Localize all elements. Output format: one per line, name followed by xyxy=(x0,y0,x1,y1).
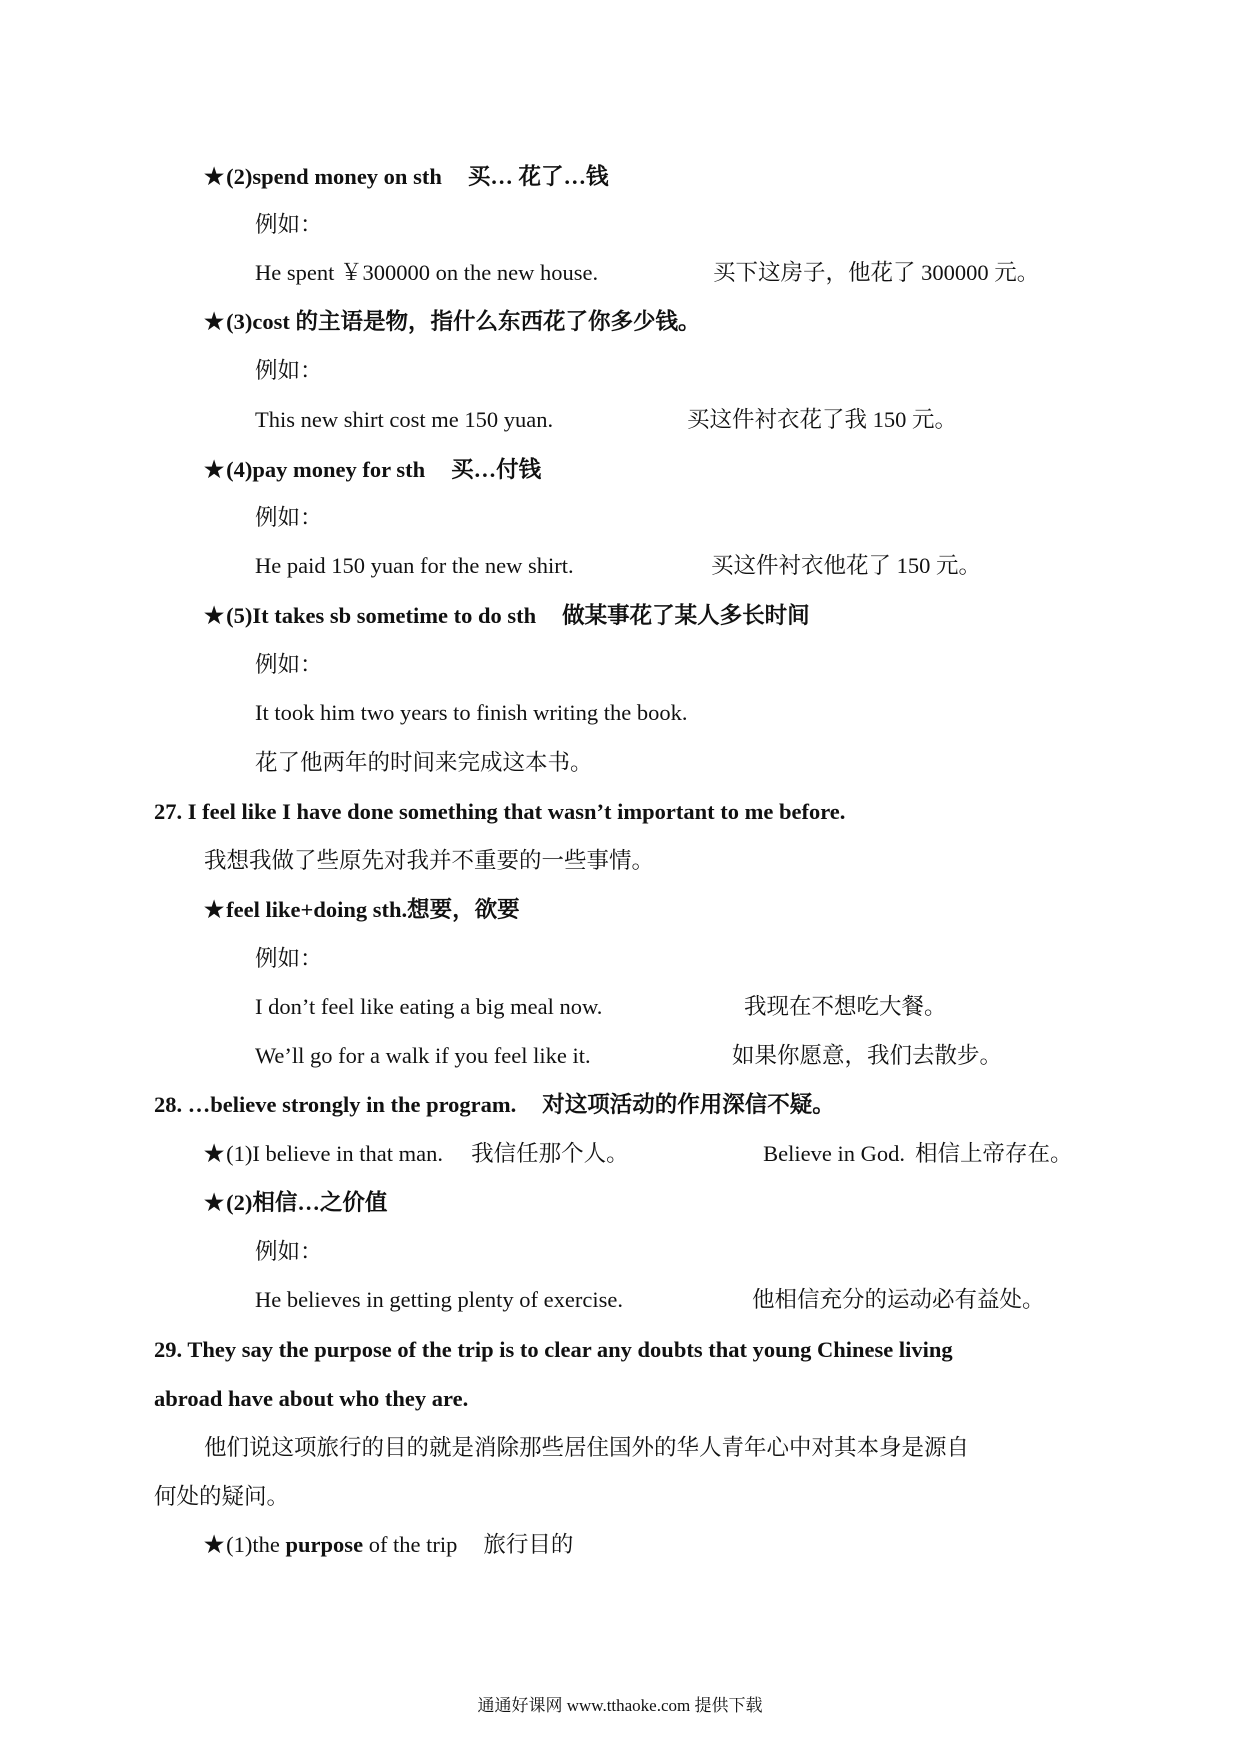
example-label: 例如： xyxy=(255,946,323,971)
example-en: This new shirt cost me 150 yuan. xyxy=(255,407,554,432)
example-en: We’ll go for a walk if you feel like it. xyxy=(255,1043,591,1068)
sentence-29-title-line-2: abroad have about who they are. xyxy=(154,1386,469,1411)
point-prefix: (1)the xyxy=(226,1532,286,1557)
point-zh: 我信任那个人。 xyxy=(471,1141,629,1166)
example-zh: 我现在不想吃大餐。 xyxy=(744,994,947,1019)
example-en: He paid 150 yuan for the new shirt. xyxy=(255,553,574,578)
example-row xyxy=(255,992,947,1022)
star-icon: ★ xyxy=(204,1141,225,1166)
example-zh: 买下这房子，他花了 300000 元。 xyxy=(713,260,1040,285)
example-row xyxy=(255,551,981,581)
star-icon: ★ xyxy=(204,603,225,628)
point-en: (1)I believe in that man. xyxy=(226,1141,443,1166)
example-label: 例如： xyxy=(255,212,323,237)
page-footer: 通通好课网 www.tthaoke.com 提供下载 xyxy=(477,1696,763,1715)
item-3-title: (3)cost 的主语是物，指什么东西花了你多少钱。 xyxy=(226,309,701,334)
point-zh-2: 相信上帝存在。 xyxy=(915,1141,1073,1166)
sentence-28-en: 28. …believe strongly in the program. xyxy=(154,1092,517,1117)
example-label: 例如： xyxy=(255,652,323,677)
example-zh: 如果你愿意，我们去散步。 xyxy=(732,1043,1003,1068)
example-zh: 他相信充分的运动必有益处。 xyxy=(752,1287,1045,1312)
point-en-2: Believe in God. xyxy=(763,1141,906,1166)
item-4-meaning: 买…付钱 xyxy=(451,457,542,482)
example-en: It took him two years to finish writing the book. xyxy=(255,700,688,725)
item-4-title: (4)pay money for sth xyxy=(226,457,426,482)
example-row xyxy=(255,258,1039,288)
example-row xyxy=(255,405,957,435)
example-zh: 买这件衬衣他花了 150 元。 xyxy=(711,553,982,578)
star-icon: ★ xyxy=(204,1532,225,1557)
sentence-28-zh: 对这项活动的作用深信不疑。 xyxy=(542,1092,835,1117)
sentence-27-translation: 我想我做了些原先对我并不重要的一些事情。 xyxy=(204,848,655,873)
sentence-28-point-1 xyxy=(204,1139,1073,1169)
star-icon: ★ xyxy=(204,457,225,482)
example-row xyxy=(255,1285,1045,1315)
star-icon: ★ xyxy=(204,164,225,189)
example-label: 例如： xyxy=(255,358,323,383)
item-5-heading xyxy=(204,601,810,631)
item-2-meaning: 买… 花了…钱 xyxy=(467,164,609,189)
item-2-title: (2)spend money on sth xyxy=(226,164,442,189)
example-zh: 花了他两年的时间来完成这本书。 xyxy=(255,750,593,775)
example-en: He believes in getting plenty of exercise. xyxy=(255,1287,623,1312)
sentence-29-title-line-1: 29. They say the purpose of the trip is to clear any doubts that young Chinese living xyxy=(154,1337,953,1362)
item-5-title: (5)It takes sb sometime to do sth xyxy=(226,603,537,628)
example-row xyxy=(255,1041,1002,1071)
sentence-29-translation-line-1: 他们说这项旅行的目的就是消除那些居住国外的华人青年心中对其本身是源自 xyxy=(204,1435,970,1460)
item-2-heading xyxy=(204,162,608,192)
sentence-27-point xyxy=(204,895,520,925)
point-title: feel like+doing sth.想要，欲要 xyxy=(226,897,520,922)
sentence-27-title: 27. I feel like I have done something that wasn’t important to me before. xyxy=(154,799,846,824)
point-zh: 旅行目的 xyxy=(483,1532,574,1557)
star-icon: ★ xyxy=(204,1190,225,1215)
item-5-meaning: 做某事花了某人多长时间 xyxy=(562,603,810,628)
example-zh: 买这件衬衣花了我 150 元。 xyxy=(687,407,958,432)
point-suffix: of the trip xyxy=(363,1532,458,1557)
sentence-28-title xyxy=(154,1090,835,1120)
point-title: (2)相信…之价值 xyxy=(226,1190,388,1215)
star-icon: ★ xyxy=(204,897,225,922)
example-label: 例如： xyxy=(255,505,323,530)
point-keyword: purpose xyxy=(285,1532,364,1557)
item-3-heading xyxy=(204,307,701,337)
sentence-29-translation-line-2: 何处的疑问。 xyxy=(154,1484,290,1509)
item-4-heading xyxy=(204,455,541,485)
sentence-28-point-2 xyxy=(204,1188,387,1218)
example-en: He spent ￥300000 on the new house. xyxy=(255,260,599,285)
example-label: 例如： xyxy=(255,1239,323,1264)
star-icon: ★ xyxy=(204,309,225,334)
example-en: I don’t feel like eating a big meal now. xyxy=(255,994,603,1019)
sentence-29-point-1 xyxy=(204,1530,573,1560)
